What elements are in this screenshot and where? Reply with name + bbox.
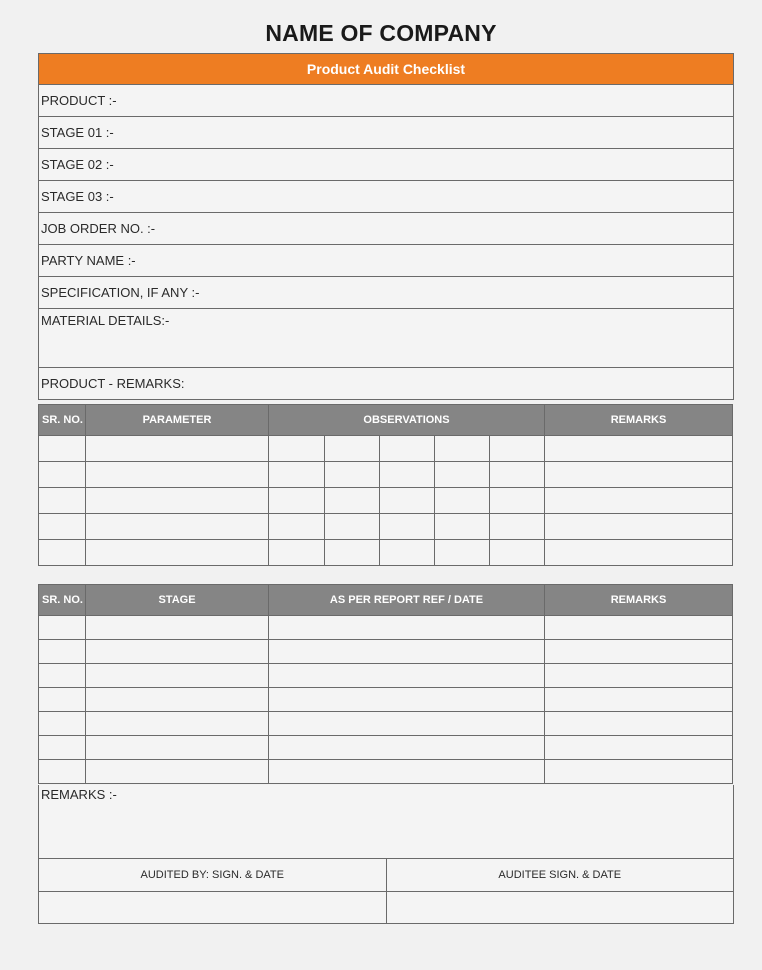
table-cell[interactable]	[435, 436, 490, 462]
table-row	[39, 488, 733, 514]
stage-02-field[interactable]: STAGE 02 :-	[39, 149, 733, 181]
table-cell[interactable]	[545, 436, 733, 462]
table-cell[interactable]	[86, 688, 269, 712]
col-sr-no: SR. NO.	[39, 585, 86, 616]
table-cell[interactable]	[86, 760, 269, 784]
table-row	[39, 736, 733, 760]
table-cell[interactable]	[490, 514, 545, 540]
signature-labels-row	[39, 859, 733, 892]
table-cell[interactable]	[269, 616, 545, 640]
signature-fields-row	[39, 892, 733, 923]
product-info-section	[38, 53, 734, 400]
table-row	[39, 462, 733, 488]
col-remarks: REMARKS	[545, 585, 733, 616]
table-cell[interactable]	[545, 712, 733, 736]
table-cell[interactable]	[545, 736, 733, 760]
table-cell[interactable]	[380, 488, 435, 514]
table-cell[interactable]	[545, 540, 733, 566]
observation-table	[38, 404, 733, 566]
table-cell[interactable]	[545, 514, 733, 540]
form-title: Product Audit Checklist	[39, 54, 733, 85]
table-cell[interactable]	[39, 712, 86, 736]
stage-01-field[interactable]: STAGE 01 :-	[39, 117, 733, 149]
table-row	[39, 688, 733, 712]
specification-field[interactable]: SPECIFICATION, IF ANY :-	[39, 277, 733, 309]
company-name: NAME OF COMPANY	[265, 20, 497, 46]
table-cell[interactable]	[490, 540, 545, 566]
signature-section	[38, 785, 734, 924]
table-cell[interactable]	[269, 488, 325, 514]
col-sr-no: SR. NO.	[39, 405, 86, 436]
stage-table	[38, 584, 733, 784]
table-cell[interactable]	[545, 462, 733, 488]
table-cell[interactable]	[39, 514, 86, 540]
table-cell[interactable]	[86, 712, 269, 736]
table-row	[39, 436, 733, 462]
col-observations: OBSERVATIONS	[269, 405, 545, 436]
table-cell[interactable]	[86, 436, 269, 462]
table-cell[interactable]	[435, 488, 490, 514]
col-remarks: REMARKS	[545, 405, 733, 436]
table-cell[interactable]	[435, 462, 490, 488]
table-cell[interactable]	[39, 436, 86, 462]
table-cell[interactable]	[545, 488, 733, 514]
material-details-field[interactable]: MATERIAL DETAILS:-	[39, 309, 733, 368]
table-cell[interactable]	[325, 462, 380, 488]
table-cell[interactable]	[86, 514, 269, 540]
table-cell[interactable]	[39, 664, 86, 688]
auditee-signature[interactable]	[386, 892, 734, 923]
table-cell[interactable]	[545, 640, 733, 664]
table-cell[interactable]	[269, 664, 545, 688]
audited-by-signature[interactable]	[39, 892, 386, 923]
table-cell[interactable]	[380, 514, 435, 540]
table-cell[interactable]	[39, 736, 86, 760]
table-cell[interactable]	[269, 712, 545, 736]
table-row	[39, 760, 733, 784]
col-parameter: PARAMETER	[86, 405, 269, 436]
table-cell[interactable]	[86, 540, 269, 566]
table-cell[interactable]	[325, 436, 380, 462]
table-cell[interactable]	[545, 664, 733, 688]
table-cell[interactable]	[86, 616, 269, 640]
table-cell[interactable]	[39, 462, 86, 488]
table-cell[interactable]	[490, 436, 545, 462]
table-row	[39, 514, 733, 540]
table-cell[interactable]	[86, 664, 269, 688]
col-report-ref-date: AS PER REPORT REF / DATE	[269, 585, 545, 616]
table-cell[interactable]	[545, 688, 733, 712]
table-cell[interactable]	[86, 462, 269, 488]
table-cell[interactable]	[380, 436, 435, 462]
table-cell[interactable]	[269, 640, 545, 664]
auditee-label: AUDITEE SIGN. & DATE	[386, 859, 734, 891]
table-cell[interactable]	[269, 436, 325, 462]
table-cell[interactable]	[269, 540, 325, 566]
table-cell[interactable]	[39, 616, 86, 640]
table-cell[interactable]	[86, 736, 269, 760]
table-cell[interactable]	[86, 488, 269, 514]
col-stage: STAGE	[86, 585, 269, 616]
table-cell[interactable]	[39, 688, 86, 712]
table-cell[interactable]	[545, 760, 733, 784]
table-cell[interactable]	[325, 514, 380, 540]
table-cell[interactable]	[545, 616, 733, 640]
table-cell[interactable]	[269, 736, 545, 760]
table-row	[39, 540, 733, 566]
product-field[interactable]: PRODUCT :-	[39, 85, 733, 117]
table-cell[interactable]	[435, 514, 490, 540]
table-cell[interactable]	[39, 640, 86, 664]
table-cell[interactable]	[39, 760, 86, 784]
job-order-field[interactable]: JOB ORDER NO. :-	[39, 213, 733, 245]
table-cell[interactable]	[490, 462, 545, 488]
table-cell[interactable]	[380, 540, 435, 566]
table-cell[interactable]	[269, 462, 325, 488]
table-cell[interactable]	[269, 514, 325, 540]
table-cell[interactable]	[269, 688, 545, 712]
table-cell[interactable]	[39, 540, 86, 566]
table-row	[39, 616, 733, 640]
table-cell[interactable]	[490, 488, 545, 514]
remarks-field[interactable]: REMARKS :-	[39, 785, 733, 859]
table-row	[39, 712, 733, 736]
table-cell[interactable]	[325, 540, 380, 566]
table-cell[interactable]	[435, 540, 490, 566]
table-cell[interactable]	[325, 488, 380, 514]
stage-03-field[interactable]: STAGE 03 :-	[39, 181, 733, 213]
table-row	[39, 664, 733, 688]
audited-by-label: AUDITED BY: SIGN. & DATE	[140, 869, 284, 881]
table-row	[39, 640, 733, 664]
table-cell[interactable]	[39, 488, 86, 514]
party-name-field[interactable]: PARTY NAME :-	[39, 245, 733, 277]
product-remarks-field[interactable]: PRODUCT - REMARKS:	[41, 376, 185, 391]
table-cell[interactable]	[269, 760, 545, 784]
table-cell[interactable]	[380, 462, 435, 488]
table-cell[interactable]	[86, 640, 269, 664]
